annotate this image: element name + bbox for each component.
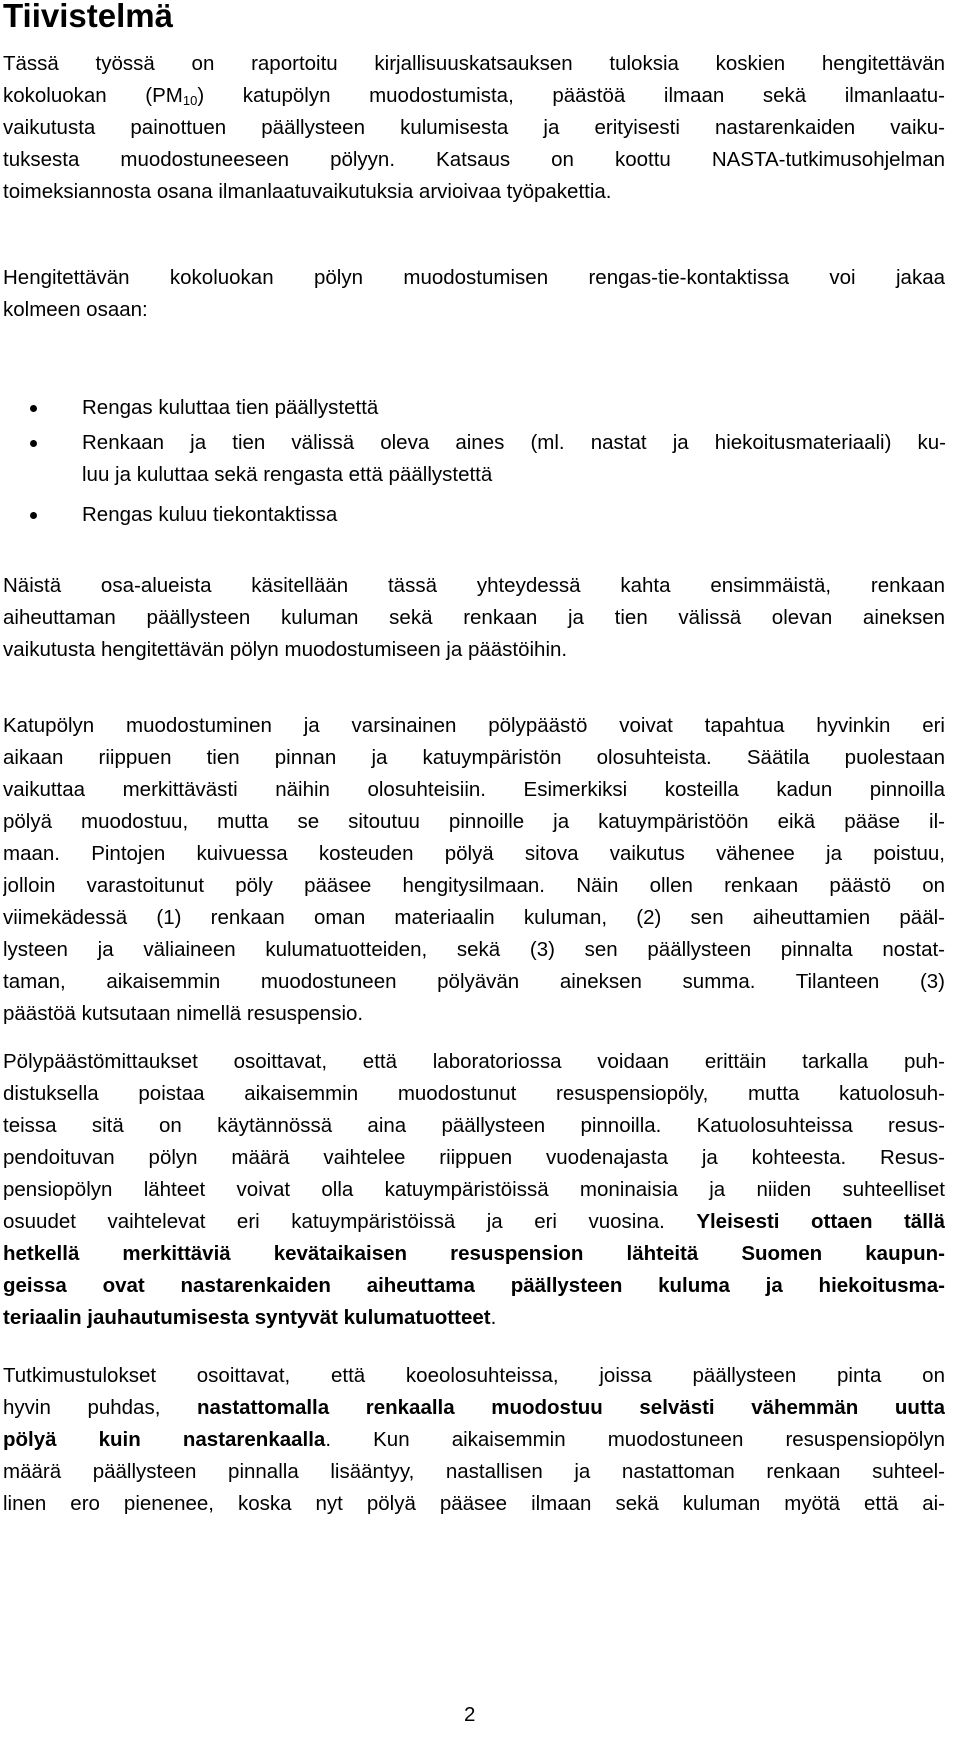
text-line: luu ja kuluttaa sekä rengasta että päällystettä bbox=[82, 463, 493, 486]
text-fragment: . bbox=[490, 1306, 497, 1329]
text-line: Pölypäästömittaukset osoittavat, että laboratoriossa voidaan erittäin tarkalla puh- bbox=[3, 1050, 945, 1073]
text-line: Tutkimustulokset osoittavat, että koeolosuhteissa, joissa päällysteen pinta on bbox=[3, 1364, 945, 1387]
bullet-icon bbox=[30, 440, 37, 447]
text-line: teissa sitä on käytännössä aina päällysteen pinnoilla. Katuolosuhteissa resus- bbox=[3, 1114, 945, 1137]
text-line: määrä päällysteen pinnalla lisääntyy, nastallisen ja nastattoman renkaan suhteel- bbox=[3, 1460, 945, 1483]
text-fragment: osuudet vaihtelevat eri katuympäristöissä ja eri vuosina. bbox=[3, 1210, 697, 1233]
text-line: Näistä osa-alueista käsitellään tässä yhteydessä kahta ensimmäistä, renkaan bbox=[3, 574, 945, 597]
text-line: Hengitettävän kokoluokan pölyn muodostumisen rengas-tie-kontaktissa voi jakaa bbox=[3, 266, 945, 289]
bullet-icon bbox=[30, 405, 37, 412]
text-line: taman, aikaisemmin muodostuneen pölyävän aineksen summa. Tilanteen (3) bbox=[3, 970, 945, 993]
bullet-icon bbox=[30, 512, 37, 519]
text-line: vaikuttaa merkittävästi näihin olosuhteisiin. Esimerkiksi kosteilla kadun pinnoilla bbox=[3, 778, 945, 801]
text-line: Renkaan ja tien välissä oleva aines (ml. nastat ja hiekoitusmateriaali) ku- bbox=[82, 431, 946, 454]
text-fragment: hyvin puhdas, bbox=[3, 1396, 197, 1419]
text-line: tuksesta muodostuneeseen pölyyn. Katsaus on koottu NASTA-tutkimusohjelman bbox=[3, 148, 945, 171]
text-fragment: kokoluokan (PM bbox=[3, 84, 183, 107]
list-item-text: Rengas kuluu tiekontaktissa bbox=[82, 503, 338, 526]
list-item-text bbox=[82, 427, 946, 491]
text-fragment: . Kun aikaisemmin muodostuneen resuspensiopölyn bbox=[325, 1428, 945, 1451]
text-line: toimeksiannosta osana ilmanlaatuvaikutuksia arvioivaa työpakettia. bbox=[3, 180, 612, 203]
paragraph-research-results bbox=[3, 1360, 945, 1520]
text-line bbox=[3, 1424, 945, 1456]
text-line: kolmeen osaan: bbox=[3, 298, 148, 321]
page-number: 2 bbox=[464, 1703, 476, 1726]
text-line: distuksella poistaa aikaisemmin muodostunut resuspensiopöly, mutta katuolosuh- bbox=[3, 1082, 945, 1105]
text-line bbox=[3, 80, 945, 112]
text-line bbox=[3, 1392, 945, 1424]
paragraph-measurements bbox=[3, 1046, 945, 1334]
text-line bbox=[3, 1206, 945, 1238]
subscript: 10 bbox=[182, 93, 198, 108]
text-line: aikaan riippuen tien pinnan ja katuympäristön olosuhteista. Säätila puolestaan bbox=[3, 746, 945, 769]
text-line: Katupölyn muodostuminen ja varsinainen pölypäästö voivat tapahtua hyvinkin eri bbox=[3, 714, 945, 737]
text-line: pensiopölyn lähteet voivat olla katuympäristöissä moninaisia ja niiden suhteelliset bbox=[3, 1178, 945, 1201]
text-line: maan. Pintojen kuivuessa kosteuden pölyä sitova vaikutus vähenee ja poistuu, bbox=[3, 842, 945, 865]
text-line: aiheuttaman päällysteen kuluman sekä renkaan ja tien välissä olevan aineksen bbox=[3, 606, 945, 629]
text-line: lysteen ja väliaineen kulumatuotteiden, sekä (3) sen päällysteen pinnalta nostat- bbox=[3, 938, 945, 961]
text-line: jolloin varastoitunut pöly pääsee hengitysilmaan. Näin ollen renkaan päästö on bbox=[3, 874, 945, 897]
text-line: vaikutusta painottuen päällysteen kulumisesta ja erityisesti nastarenkaiden vaiku- bbox=[3, 116, 945, 139]
bold-text: pölyä kuin nastarenkaalla bbox=[3, 1428, 326, 1451]
list-item-text: Rengas kuluttaa tien päällystettä bbox=[82, 396, 379, 419]
text-fragment: ) katupölyn muodostumista, päästöä ilmaan sekä ilmanlaatu- bbox=[197, 84, 945, 107]
bold-text-line: hetkellä merkittäviä kevätaikaisen resuspension lähteitä Suomen kaupun- bbox=[3, 1242, 945, 1265]
text-line: Tässä työssä on raportoitu kirjallisuuskatsauksen tuloksia koskien hengitettävän bbox=[3, 52, 945, 75]
paragraph-lead-in bbox=[3, 262, 945, 326]
bold-text: Yleisesti ottaen tällä bbox=[696, 1210, 945, 1233]
text-line: viimekädessä (1) renkaan oman materiaalin kuluman, (2) sen aiheuttamien pääl- bbox=[3, 906, 945, 929]
text-line: pölyä muodostuu, mutta se sitoutuu pinnoille ja katuympäristöön eikä pääse il- bbox=[3, 810, 945, 833]
text-line: päästöä kutsutaan nimellä resuspensio. bbox=[3, 1002, 364, 1025]
text-line bbox=[3, 1302, 945, 1334]
text-line: linen ero pienenee, koska nyt pölyä pääsee ilmaan sekä kuluman myötä että ai- bbox=[3, 1492, 945, 1515]
paragraph-intro bbox=[3, 48, 945, 208]
bold-text-line: geissa ovat nastarenkaiden aiheuttama päällysteen kuluma ja hiekoitusma- bbox=[3, 1274, 945, 1297]
page-title: Tiivistelmä bbox=[3, 0, 173, 34]
text-line: pendoituvan pölyn määrä vaihtelee riippuen vuodenajasta ja kohteesta. Resus- bbox=[3, 1146, 945, 1169]
bold-text: nastattomalla renkaalla muodostuu selvästi vähemmän uutta bbox=[197, 1396, 945, 1419]
paragraph-scope bbox=[3, 570, 945, 666]
bold-text: teriaalin jauhautumisesta syntyvät kulumatuotteet bbox=[3, 1306, 491, 1329]
paragraph-street-dust bbox=[3, 710, 945, 1030]
text-line: vaikutusta hengitettävän pölyn muodostumiseen ja päästöihin. bbox=[3, 638, 568, 661]
